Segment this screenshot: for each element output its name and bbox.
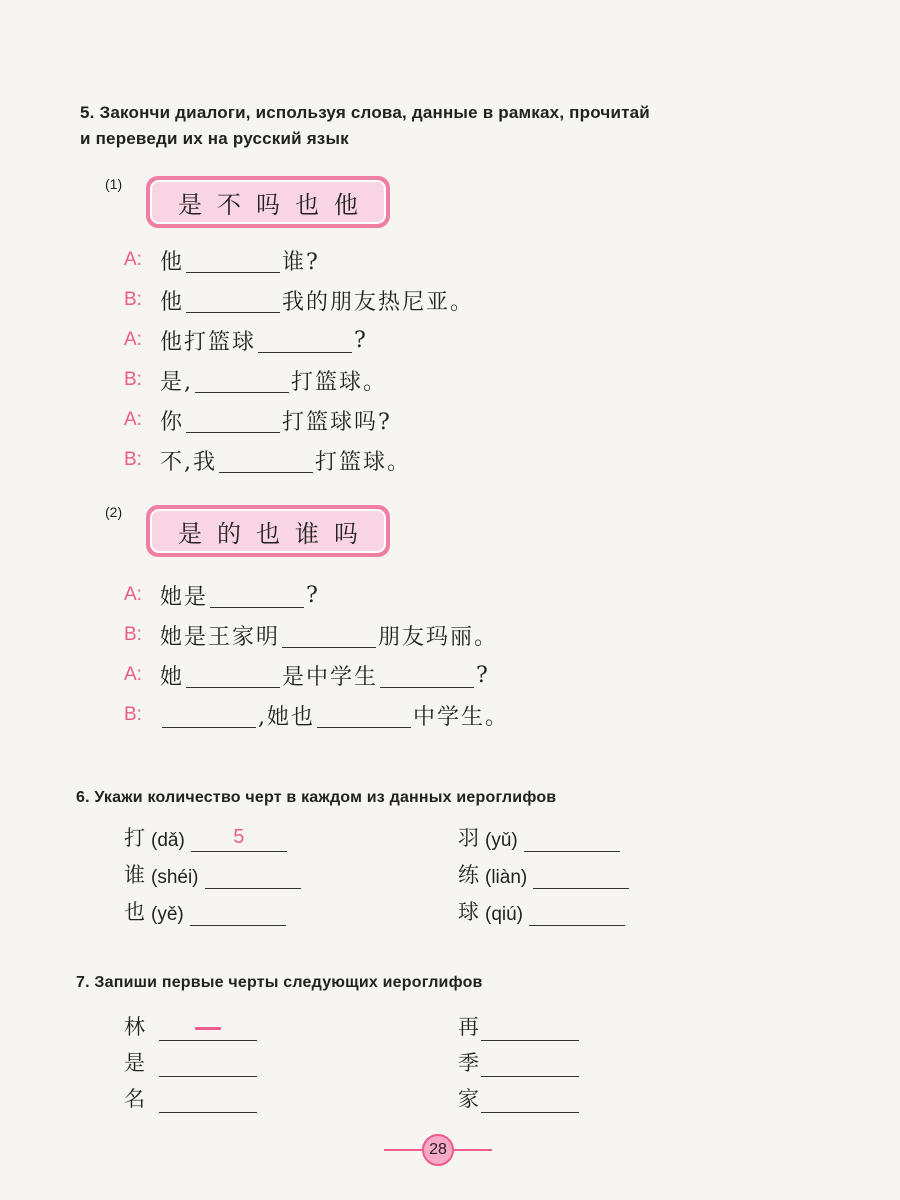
dialog-line bbox=[124, 657, 490, 693]
page-number: 28 bbox=[422, 1134, 454, 1166]
line-text-after: 我的朋友热尼亚。 bbox=[282, 289, 475, 315]
stroke-count-answer[interactable] bbox=[524, 825, 620, 852]
first-stroke-mark bbox=[195, 1027, 221, 1030]
part2-words: 是的也谁吗 bbox=[178, 519, 373, 548]
line-text-before: 他 bbox=[160, 249, 185, 275]
speaker-label: A: bbox=[124, 329, 142, 350]
hanzi: 林 bbox=[124, 1015, 145, 1039]
stroke-count-item bbox=[458, 822, 620, 852]
task6-heading: 6. Укажи количество черт в каждом из данных иероглифов bbox=[76, 789, 557, 806]
first-stroke-item bbox=[458, 1047, 579, 1077]
line-text-before: 不,我 bbox=[160, 449, 217, 475]
answer-blank[interactable] bbox=[317, 703, 411, 728]
pinyin: (dǎ) bbox=[151, 830, 185, 851]
answer-blank[interactable] bbox=[186, 663, 280, 688]
stroke-count-answer[interactable] bbox=[533, 862, 629, 889]
hanzi: 打 bbox=[124, 826, 145, 850]
hanzi: 是 bbox=[124, 1051, 145, 1075]
line-text-after: 打篮球。 bbox=[291, 369, 388, 395]
stroke-count-answer[interactable] bbox=[191, 825, 287, 852]
dialog-line bbox=[124, 362, 387, 398]
part1-words: 是不吗也他 bbox=[178, 190, 373, 219]
line-text-before: 他 bbox=[160, 289, 185, 315]
part2-number: (2) bbox=[105, 504, 123, 520]
speaker-label: A: bbox=[124, 584, 142, 605]
first-stroke-item bbox=[458, 1083, 579, 1113]
answer-blank[interactable] bbox=[162, 703, 256, 728]
answer-blank[interactable] bbox=[186, 408, 280, 433]
stroke-count-item bbox=[458, 896, 625, 926]
hanzi: 羽 bbox=[458, 826, 479, 850]
dialog-line bbox=[124, 282, 474, 318]
stroke-count-answer[interactable] bbox=[529, 899, 625, 926]
dialog-line bbox=[124, 617, 498, 653]
line-text-before: 你 bbox=[160, 409, 185, 435]
line-text-before: 她是王家明 bbox=[160, 624, 281, 650]
line-text-after: ? bbox=[306, 582, 320, 608]
task7-heading: 7. Запиши первые черты следующих иероглифов bbox=[76, 974, 483, 991]
answer-blank[interactable] bbox=[210, 583, 304, 608]
task5-heading bbox=[80, 100, 650, 152]
dialog-line bbox=[124, 242, 320, 278]
stroke-count-answer[interactable] bbox=[205, 862, 301, 889]
speaker-label: A: bbox=[124, 409, 142, 430]
dialog-line bbox=[124, 442, 411, 478]
line-text-after: ? bbox=[476, 662, 490, 688]
line-text-after: ? bbox=[354, 327, 368, 353]
line-text-before: 她是 bbox=[160, 584, 209, 610]
first-stroke-item bbox=[124, 1011, 257, 1041]
line-text-before: 是, bbox=[160, 369, 193, 395]
task5-heading-line2: и переведи их на русский язык bbox=[80, 129, 349, 148]
dialog-line bbox=[124, 577, 320, 613]
pinyin: (shéi) bbox=[151, 867, 199, 888]
first-stroke-answer[interactable] bbox=[159, 1086, 257, 1113]
part1-number: (1) bbox=[105, 176, 123, 192]
speaker-label: B: bbox=[124, 449, 142, 470]
speaker-label: A: bbox=[124, 664, 142, 685]
line-text-before: 她 bbox=[160, 664, 185, 690]
speaker-label: A: bbox=[124, 249, 142, 270]
line-text-middle: 是中学生 bbox=[282, 664, 379, 690]
line-text-after: 中学生。 bbox=[413, 704, 510, 730]
line-text-after: 谁? bbox=[282, 249, 320, 275]
pinyin: (yě) bbox=[151, 904, 184, 925]
stroke-count-item bbox=[124, 822, 287, 852]
dialog-line bbox=[124, 322, 368, 358]
part1-word-box bbox=[146, 176, 390, 228]
answer-blank[interactable] bbox=[186, 288, 280, 313]
pinyin: (liàn) bbox=[485, 867, 528, 888]
hanzi: 练 bbox=[458, 863, 479, 887]
pinyin: (yǔ) bbox=[485, 830, 518, 851]
hanzi: 谁 bbox=[124, 863, 145, 887]
answer-blank[interactable] bbox=[195, 368, 289, 393]
line-text-after: 朋友玛丽。 bbox=[378, 624, 499, 650]
answer-blank[interactable] bbox=[258, 328, 352, 353]
first-stroke-answer[interactable] bbox=[159, 1014, 257, 1041]
hanzi: 季 bbox=[458, 1051, 479, 1075]
first-stroke-item bbox=[124, 1083, 257, 1113]
stroke-count-answer[interactable] bbox=[190, 899, 286, 926]
first-stroke-answer[interactable] bbox=[481, 1050, 579, 1077]
line-text-after: 打篮球吗? bbox=[282, 409, 392, 435]
first-stroke-item bbox=[458, 1011, 579, 1041]
speaker-label: B: bbox=[124, 369, 142, 390]
pinyin: (qiú) bbox=[485, 904, 524, 925]
hanzi: 再 bbox=[458, 1015, 479, 1039]
speaker-label: B: bbox=[124, 704, 142, 725]
hanzi: 家 bbox=[458, 1087, 479, 1111]
answer-blank[interactable] bbox=[282, 623, 376, 648]
stroke-count-item bbox=[124, 859, 301, 889]
first-stroke-answer[interactable] bbox=[159, 1050, 257, 1077]
first-stroke-answer[interactable] bbox=[481, 1086, 579, 1113]
line-text-before: 他打篮球 bbox=[160, 329, 257, 355]
page-number-line-left bbox=[384, 1149, 424, 1151]
stroke-count-item bbox=[458, 859, 629, 889]
speaker-label: B: bbox=[124, 289, 142, 310]
answer-blank[interactable] bbox=[186, 248, 280, 273]
dialog-line bbox=[124, 697, 509, 733]
answer-blank[interactable] bbox=[219, 448, 313, 473]
part2-word-box bbox=[146, 505, 390, 557]
answer-value: 5 bbox=[233, 826, 245, 848]
line-text-after: 打篮球。 bbox=[315, 449, 412, 475]
speaker-label: B: bbox=[124, 624, 142, 645]
line-text-middle: ,她也 bbox=[258, 704, 315, 730]
dialog-line bbox=[124, 402, 392, 438]
task5-heading-line1: 5. Закончи диалоги, используя слова, данные в рамках, прочитай bbox=[80, 103, 650, 122]
hanzi: 球 bbox=[458, 900, 479, 924]
first-stroke-item bbox=[124, 1047, 257, 1077]
stroke-count-item bbox=[124, 896, 286, 926]
page-number-line-right bbox=[452, 1149, 492, 1151]
hanzi: 名 bbox=[124, 1087, 145, 1111]
answer-blank[interactable] bbox=[380, 663, 474, 688]
first-stroke-answer[interactable] bbox=[481, 1014, 579, 1041]
hanzi: 也 bbox=[124, 900, 145, 924]
